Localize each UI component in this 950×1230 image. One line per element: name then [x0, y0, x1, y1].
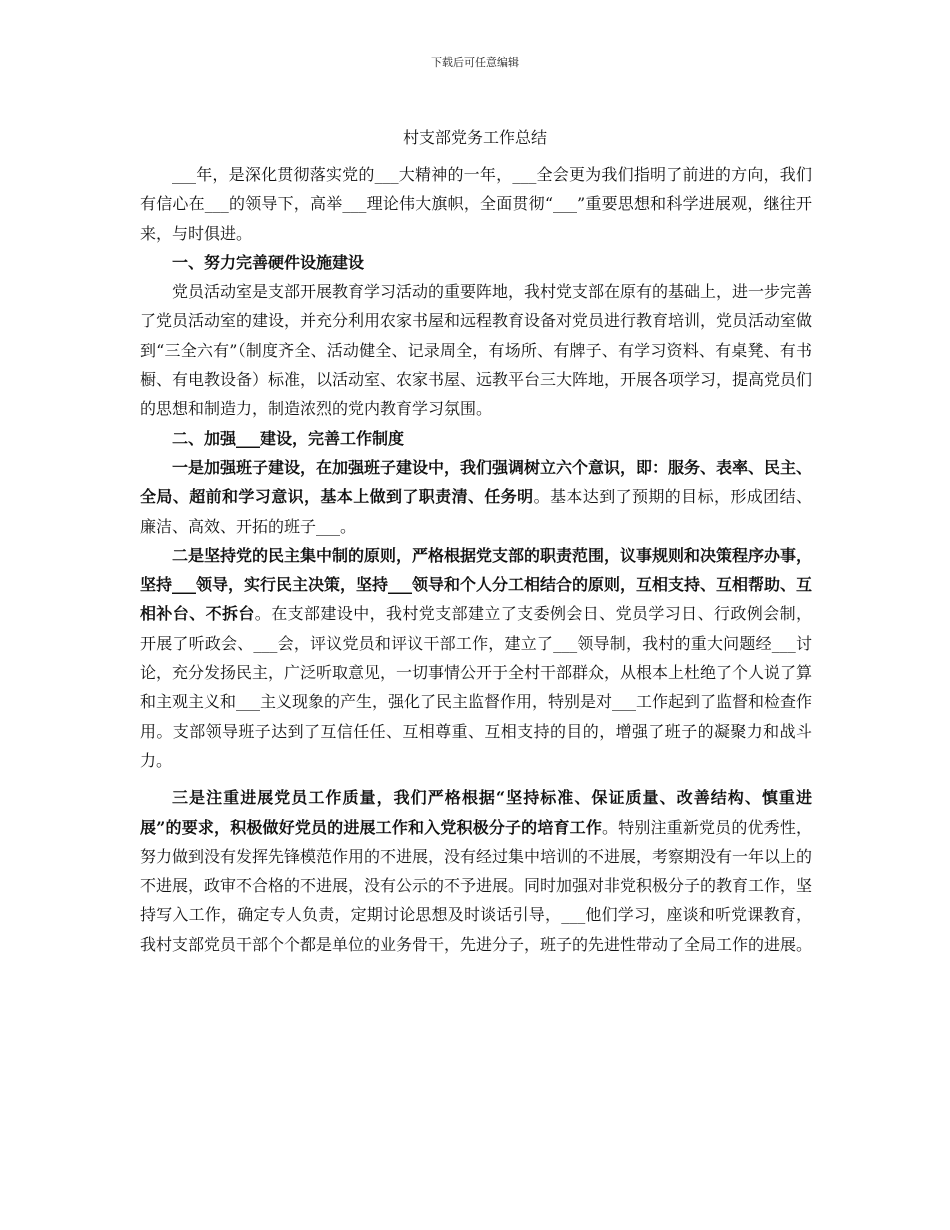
paragraph-team-building-bold: 一是加强班子建设，在加强班子建设中，我们强调树立六个意识，即：服务、表率、民主、全局、超前和学习意识，基本上做到了职责清、任务明	[140, 457, 813, 507]
document-body	[140, 160, 812, 959]
paragraph-democratic-centralism-rest: 。在支部建设中，我村党支部建立了支委例会日、党员学习日、行政例会制，开展了听政会、___会，评议党员和评议干部工作，建立了___领导制，我村的重大问题经___讨论，充分发扬民主，广泛听取意见，一切事情公开于全村干部群众，从根本上杜绝了个人说了算和主观主义和___主义现象的产生，强化了民主监督作用，特别是对___工作起到了监督和检查作用。支部领导班子达到了互信任任、互相尊重、互相支持的目的，增强了班子的凝聚力和战斗力。	[140, 604, 813, 770]
paragraph-team-building	[140, 453, 812, 541]
paragraph-democratic-centralism	[140, 541, 812, 775]
paragraph-member-quality-bold: 三是注重进展党员工作质量，我们严格根据“坚持标准、保证质量、改善结构、慎重进展”的要求，积极做好党员的进展工作和入党积极分子的培育工作	[140, 788, 812, 837]
header-note: 下载后可任意编辑	[431, 56, 519, 69]
section-heading-2-text: 二、加强___建设，完善工作制度	[172, 428, 405, 448]
section-heading-1-text: 一、努力完善硬件设施建设	[172, 252, 365, 272]
section-heading-1	[140, 248, 812, 277]
document-title: 村支部党务工作总结	[402, 128, 547, 147]
paragraph-member-quality-rest: 。特别注重新党员的优秀性，努力做到没有发挥先锋模范作用的不进展，没有经过集中培训的不进展，考察期没有一年以上的不进展，政审不合格的不进展，没有公示的不予进展。同时加强对非党积极分子的教育工作，坚持写入工作，确定专人负责，定期讨论思想及时谈话引导，___他们学习，座谈和听党课教育，我村支部党员干部个个都是单位的业务骨干，先进分子，班子的先进性带动了全局工作的进展。	[140, 817, 813, 954]
paragraph-member-quality	[140, 783, 812, 959]
paragraph-democratic-centralism-bold: 二是坚持党的民主集中制的原则，严格根据党支部的职责范围，议事规则和决策程序办事，坚持___领导，实行民主决策，坚持___领导和个人分工相结合的原则，互相支持、互相帮助、互相补台、不拆台	[140, 545, 813, 624]
paragraph-intro: ___年，是深化贯彻落实党的___大精神的一年，___全会更为我们指明了前进的方向，我们有信心在___的领导下，高举___理论伟大旗帜，全面贯彻“___”重要思想和科学进展观，继往开来，与时俱进。	[140, 165, 812, 243]
paragraph-team-building-rest: 。基本达到了预期的目标，形成团结、廉洁、高效、开拓的班子___。	[140, 487, 812, 536]
paragraph-activity-room: 党员活动室是支部开展教育学习活动的重要阵地，我村党支部在原有的基础上，进一步完善了党员活动室的建设，并充分利用农家书屋和远程教育设备对党员进行教育培训，党员活动室做到“三全六有”（制度齐全、活动健全、记录周全，有场所、有牌子、有学习资料、有桌凳、有书橱、有电教设备）标准，以活动室、农家书屋、远教平台三大阵地，开展各项学习，提高党员们的思想和制造力，制造浓烈的党内教育学习氛围。	[140, 282, 813, 419]
section-heading-2	[140, 424, 812, 453]
